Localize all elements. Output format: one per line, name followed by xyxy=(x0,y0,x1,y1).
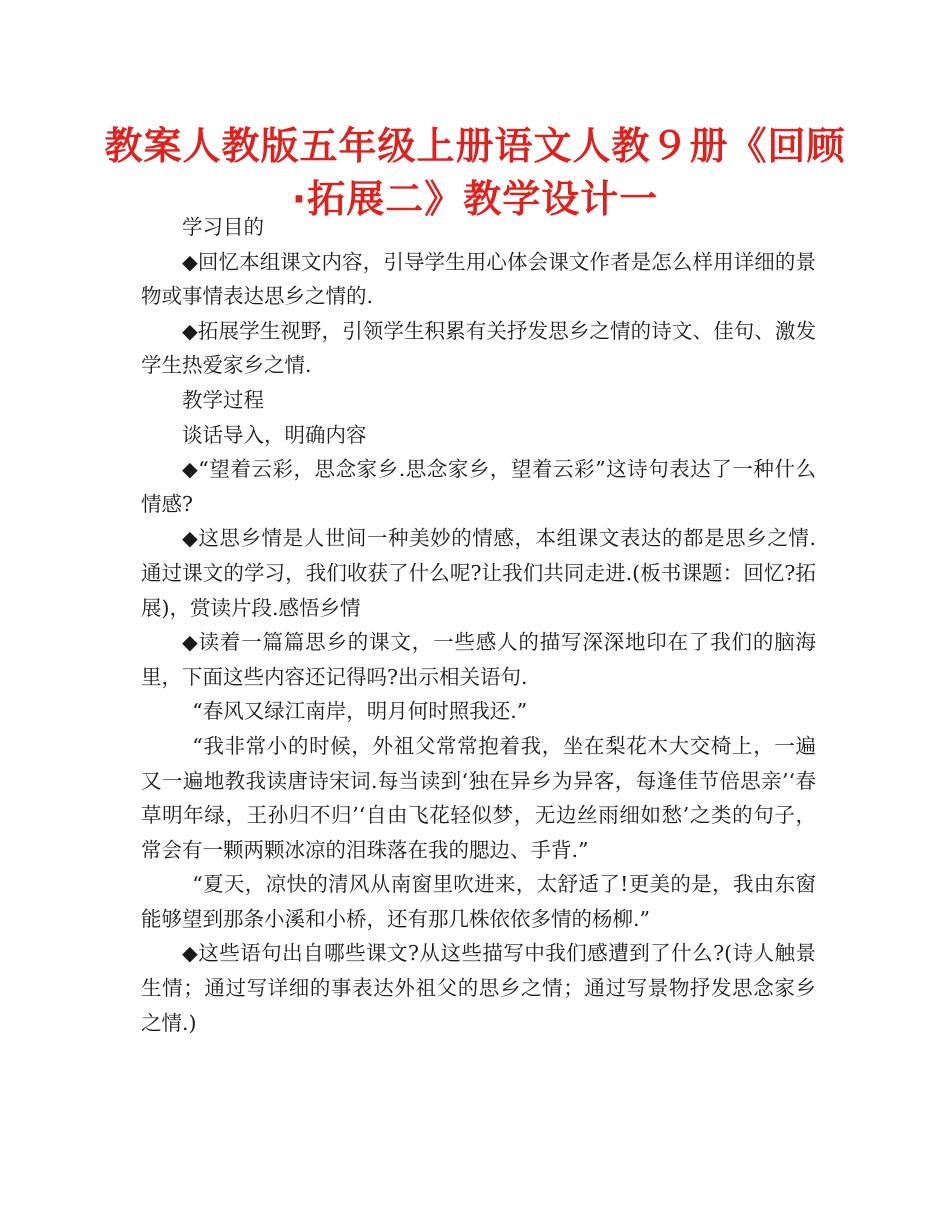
body-paragraph: ◆这些语句出自哪些课文?从这些描写中我们感遭到了什么?(诗人触景生情；通过写详细的事表达外祖父的思乡之情；通过写景物抒发思念家乡之情.) xyxy=(141,941,816,1035)
section-heading-objectives: 学习目的 xyxy=(182,215,264,239)
body-paragraph: ◆读着一篇篇思乡的课文，一些感人的描写深深地印在了我们的脑海里，下面这些内容还记得吗?出示相关语句. xyxy=(141,630,816,689)
document-body xyxy=(141,210,816,1040)
quote-paragraph: “夏天，凉快的清风从南窗里吹进来，太舒适了!更美的是，我由东窗能够望到那条小溪和小桥，还有那几株依依多情的杨柳.” xyxy=(141,872,816,931)
objective-item: ◆回忆本组课文内容，引导学生用心体会课文作者是怎么样用详细的景物或事情表达思乡之情的. xyxy=(141,249,816,309)
quote-paragraph: “我非常小的时候，外祖父常常抱着我，坐在梨花木大交椅上，一遍又一遍地教我读唐诗宋词.每当读到‘独在异乡为异客，每逢佳节倍思亲’‘春草明年绿，王孙归不归’‘自由飞花轻似梦，无边丝雨细如愁’之类的句子，常会有一颗两颗冰凉的泪珠落在我的腮边、手背.” xyxy=(141,733,816,862)
objective-item: ◆拓展学生视野，引领学生积累有关抒发思乡之情的诗文、佳句、激发学生热爱家乡之情. xyxy=(141,318,816,378)
body-paragraph: ◆“望着云彩，思念家乡.思念家乡，望着云彩”这诗句表达了一种什么情感? xyxy=(141,457,816,516)
body-paragraph: ◆这思乡情是人世间一种美妙的情感，本组课文表达的都是思乡之情.通过课文的学习，我们收获了什么呢?让我们共同走进.(板书课题：回忆?拓展)，赏读片段.感悟乡情 xyxy=(141,526,816,620)
subsection-heading: 谈话导入，明确内容 xyxy=(182,422,367,447)
document-title: 教案人教版五年级上册语文人教９册《回顾·拓展二》教学设计一 xyxy=(104,124,846,221)
quote-paragraph: “春风又绿江南岸，明月何时照我还.” xyxy=(192,699,528,724)
section-heading-process: 教学过程 xyxy=(182,387,264,412)
